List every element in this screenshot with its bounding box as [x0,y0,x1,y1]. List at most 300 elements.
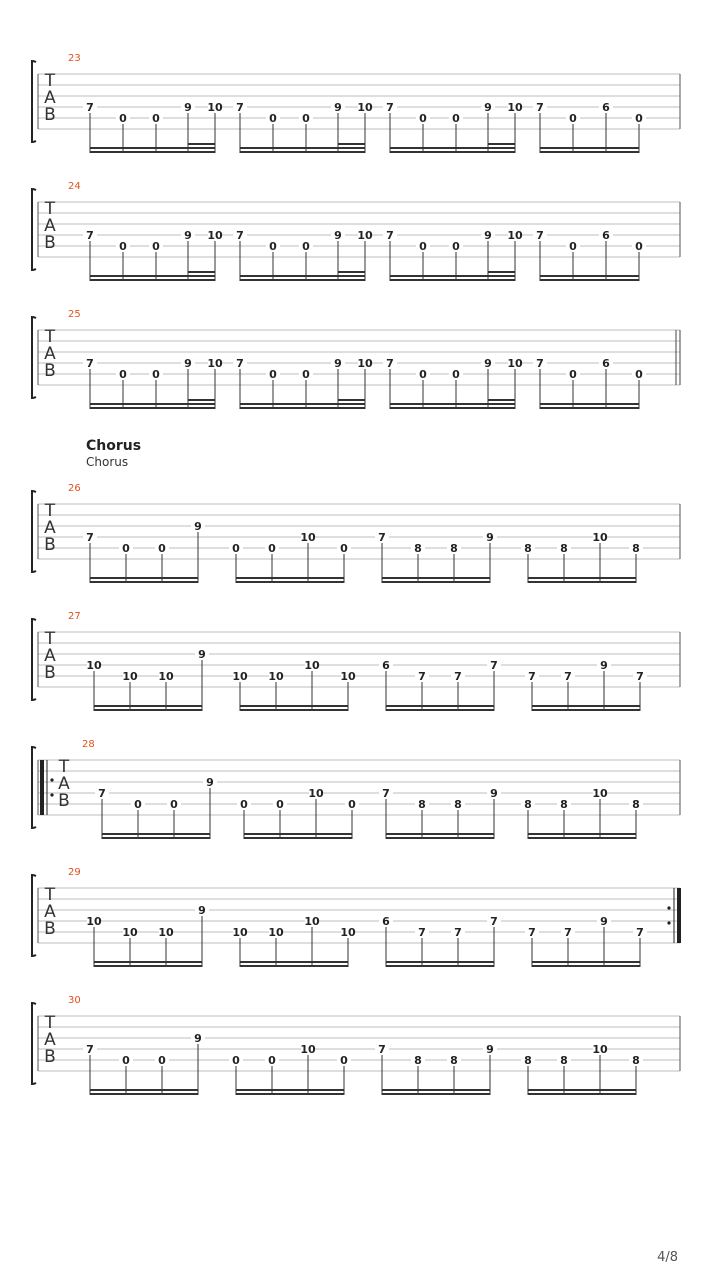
tab-clef [44,885,56,939]
system-bracket [32,875,36,956]
fret-number: 9 [194,1032,202,1045]
tab-system [32,53,680,153]
fret-number: 0 [232,1054,240,1067]
fret-number: 0 [419,240,427,253]
fret-number: 7 [378,1043,386,1056]
fret-number: 8 [560,1054,568,1067]
fret-number: 7 [564,670,572,683]
fret-number: 10 [592,787,608,800]
system-bracket [32,491,36,572]
tab-clef-letter: B [44,233,56,253]
beam-primary [382,581,490,583]
fret-number: 8 [450,542,458,555]
fret-number: 0 [269,240,277,253]
fret-number: 10 [300,531,316,544]
beam-tertiary [488,271,515,273]
beam-secondary [90,403,215,405]
fret-number: 10 [268,926,284,939]
fret-number: 7 [536,357,544,370]
beam-secondary [532,705,640,707]
tab-measure [533,100,646,153]
beam-primary [244,837,352,839]
fret-number: 10 [232,926,248,939]
fret-number: 0 [269,368,277,381]
beam-primary [386,709,494,711]
tab-clef-letter: A [44,88,56,108]
fret-number: 9 [334,101,342,114]
fret-number: 0 [268,1054,276,1067]
beam-primary [90,581,198,583]
tab-clef-letter: T [44,501,56,521]
fret-number: 9 [184,357,192,370]
fret-number: 6 [602,357,610,370]
fret-number: 0 [452,368,460,381]
fret-number: 0 [152,240,160,253]
fret-number: 7 [86,1043,94,1056]
beam-tertiary [338,271,365,273]
beam-secondary [90,147,215,149]
fret-number: 0 [348,798,356,811]
fret-number: 7 [86,531,94,544]
tab-measure [233,228,373,281]
fret-number: 7 [386,357,394,370]
fret-number: 7 [490,915,498,928]
repeat-dot [667,906,670,909]
fret-number: 9 [484,357,492,370]
beam-primary [240,407,365,409]
system-bracket [32,1003,36,1084]
fret-number: 8 [632,542,640,555]
fret-number: 8 [524,542,532,555]
fret-number: 7 [528,670,536,683]
fret-number: 7 [536,101,544,114]
system-bracket [32,189,36,270]
fret-number: 10 [357,229,373,242]
fret-number: 7 [528,926,536,939]
fret-number: 0 [635,112,643,125]
fret-number: 0 [340,542,348,555]
beam-secondary [90,275,215,277]
tab-measure [83,519,205,583]
tab-clef-letter: A [44,902,56,922]
bar-number: 30 [68,995,81,1006]
tab-measure [375,1042,497,1095]
beam-secondary [390,147,515,149]
fret-number: 0 [276,798,284,811]
repeat-start-thick-bar [40,760,44,815]
tab-measure [379,914,501,967]
beam-secondary [386,705,494,707]
tab-measure [525,658,647,711]
tab-measure [521,786,643,839]
fret-number: 0 [119,240,127,253]
beam-primary [90,279,215,281]
fret-number: 0 [569,112,577,125]
fret-number: 7 [98,787,106,800]
section-subtitle: Chorus [86,455,129,469]
beam-primary [532,965,640,967]
fret-number: 7 [86,357,94,370]
fret-number: 8 [560,798,568,811]
tab-clef-letter: T [44,1013,56,1033]
tab-clef [44,1013,56,1067]
beam-secondary [90,1089,198,1091]
bar-number: 25 [68,309,81,320]
fret-number: 0 [340,1054,348,1067]
tab-clef-letter: T [44,71,56,91]
tab-measure [83,1031,205,1095]
fret-number: 0 [635,240,643,253]
beam-primary [386,965,494,967]
tab-system [32,611,680,711]
beam-primary [240,151,365,153]
tab-clef-letter: B [44,663,56,683]
fret-number: 8 [450,1054,458,1067]
beam-secondary [390,275,515,277]
bar-number: 23 [68,53,81,64]
beam-primary [540,151,639,153]
fret-number: 10 [304,659,320,672]
tab-clef [44,199,56,253]
tab-measure [379,786,501,839]
fret-number: 0 [302,112,310,125]
tab-measure [229,1042,351,1095]
tab-clef [44,327,56,381]
beam-secondary [528,833,636,835]
tab-measure [86,903,209,967]
fret-number: 0 [419,112,427,125]
fret-number: 7 [86,229,94,242]
fret-number: 8 [632,798,640,811]
fret-number: 9 [198,904,206,917]
fret-number: 7 [490,659,498,672]
tab-clef-letter: T [44,629,56,649]
tab-system [32,867,681,967]
beam-primary [236,581,344,583]
fret-number: 10 [507,229,523,242]
tab-measure [383,100,523,153]
repeat-dot [50,793,53,796]
beam-secondary [540,275,639,277]
fret-number: 10 [592,531,608,544]
repeat-end-thick-bar [677,888,681,943]
tab-clef [58,757,70,811]
tab-clef-letter: B [44,105,56,125]
beam-secondary [240,961,348,963]
fret-number: 8 [632,1054,640,1067]
fret-number: 10 [357,101,373,114]
fret-number: 7 [418,926,426,939]
fret-number: 8 [524,1054,532,1067]
fret-number: 0 [119,112,127,125]
fret-number: 0 [635,368,643,381]
fret-number: 8 [418,798,426,811]
beam-primary [528,581,636,583]
beam-tertiary [338,143,365,145]
system-bracket [32,747,36,828]
beam-primary [382,1093,490,1095]
beam-primary [240,965,348,967]
fret-number: 8 [414,542,422,555]
fret-number: 0 [268,542,276,555]
bar-number: 29 [68,867,81,878]
fret-number: 7 [236,101,244,114]
fret-number: 9 [486,531,494,544]
fret-number: 7 [536,229,544,242]
tab-measure [521,530,643,583]
fret-number: 6 [602,101,610,114]
fret-number: 10 [308,787,324,800]
fret-number: 10 [207,229,223,242]
beam-secondary [528,1089,636,1091]
beam-primary [532,709,640,711]
beam-primary [90,151,215,153]
tab-system [32,309,680,409]
fret-number: 9 [184,229,192,242]
tab-clef-letter: A [44,344,56,364]
fret-number: 9 [206,776,214,789]
beam-secondary [532,961,640,963]
bar-number: 27 [68,611,81,622]
fret-number: 0 [158,542,166,555]
section-title: Chorus [86,438,142,454]
tab-clef-letter: A [44,518,56,538]
beam-primary [102,837,210,839]
beam-tertiary [338,399,365,401]
fret-number: 0 [419,368,427,381]
fret-number: 9 [490,787,498,800]
tab-clef [44,71,56,125]
beam-tertiary [488,399,515,401]
fret-number: 8 [414,1054,422,1067]
fret-number: 0 [232,542,240,555]
fret-number: 7 [386,229,394,242]
tab-measure [237,786,359,839]
tab-measure [533,228,646,281]
fret-number: 6 [382,915,390,928]
beam-secondary [244,833,352,835]
tab-clef [44,629,56,683]
beam-primary [390,151,515,153]
beam-primary [240,709,348,711]
beam-primary [528,837,636,839]
fret-number: 10 [340,926,356,939]
system-bracket [32,619,36,700]
fret-number: 10 [592,1043,608,1056]
fret-number: 7 [86,101,94,114]
fret-number: 10 [232,670,248,683]
fret-number: 7 [386,101,394,114]
beam-secondary [390,403,515,405]
tab-measure [95,775,217,839]
fret-number: 9 [184,101,192,114]
fret-number: 8 [524,798,532,811]
repeat-dot [667,921,670,924]
tab-measure [86,647,209,711]
tab-system [32,739,680,839]
tab-measure [383,356,523,409]
beam-primary [90,1093,198,1095]
beam-primary [528,1093,636,1095]
fret-number: 8 [454,798,462,811]
fret-number: 9 [334,229,342,242]
fret-number: 6 [382,659,390,672]
beam-secondary [540,403,639,405]
beam-primary [386,837,494,839]
fret-number: 10 [158,670,174,683]
tab-measure [233,100,373,153]
fret-number: 0 [152,368,160,381]
beam-secondary [540,147,639,149]
beam-primary [390,279,515,281]
tab-system [32,995,680,1095]
beam-secondary [240,705,348,707]
tab-clef-letter: B [44,361,56,381]
beam-primary [540,279,639,281]
fret-number: 7 [236,229,244,242]
fret-number: 10 [268,670,284,683]
tab-measure [232,658,356,711]
fret-number: 0 [452,240,460,253]
bar-number: 28 [82,739,95,750]
beam-tertiary [488,143,515,145]
fret-number: 10 [507,357,523,370]
tab-measure [383,228,523,281]
fret-number: 10 [122,670,138,683]
beam-secondary [102,833,210,835]
fret-number: 9 [334,357,342,370]
tab-measure [229,530,351,583]
fret-number: 10 [122,926,138,939]
beam-primary [94,709,202,711]
tab-measure [232,914,356,967]
beam-primary [540,407,639,409]
fret-number: 0 [170,798,178,811]
tab-clef-letter: A [44,646,56,666]
page-number: 4/8 [657,1250,678,1265]
beam-secondary [240,147,365,149]
beam-secondary [94,705,202,707]
tab-clef-letter: A [44,216,56,236]
tab-system [32,483,680,583]
fret-number: 10 [207,101,223,114]
beam-primary [240,279,365,281]
beam-primary [90,407,215,409]
system-bracket [32,61,36,142]
tab-measure [521,1042,643,1095]
tab-measure [233,356,373,409]
fret-number: 9 [194,520,202,533]
fret-number: 7 [382,787,390,800]
fret-number: 10 [300,1043,316,1056]
fret-number: 7 [636,926,644,939]
tab-clef-letter: T [44,199,56,219]
fret-number: 0 [119,368,127,381]
fret-number: 9 [484,229,492,242]
system-bracket [32,317,36,398]
beam-secondary [240,403,365,405]
tab-measure [379,658,501,711]
fret-number: 10 [86,915,102,928]
fret-number: 10 [340,670,356,683]
beam-secondary [94,961,202,963]
tab-system [32,181,680,281]
fret-number: 10 [304,915,320,928]
fret-number: 0 [302,240,310,253]
tab-clef-letter: A [44,1030,56,1050]
fret-number: 0 [122,542,130,555]
fret-number: 0 [240,798,248,811]
fret-number: 10 [158,926,174,939]
fret-number: 7 [378,531,386,544]
beam-primary [94,965,202,967]
fret-number: 9 [198,648,206,661]
bar-number: 26 [68,483,81,494]
fret-number: 10 [86,659,102,672]
beam-secondary [382,577,490,579]
fret-number: 6 [602,229,610,242]
tab-measure [375,530,497,583]
fret-number: 0 [269,112,277,125]
beam-secondary [386,833,494,835]
tab-measure [83,100,223,153]
fret-number: 10 [357,357,373,370]
beam-tertiary [188,143,215,145]
fret-number: 0 [152,112,160,125]
tab-clef-letter: B [44,1047,56,1067]
tab-clef-letter: B [44,535,56,555]
beam-secondary [236,1089,344,1091]
beam-secondary [90,577,198,579]
tab-clef-letter: T [58,757,70,777]
fret-number: 0 [134,798,142,811]
beam-secondary [386,961,494,963]
tab-measure [83,356,223,409]
tab-clef-letter: T [44,327,56,347]
bar-number: 24 [68,181,81,192]
fret-number: 7 [418,670,426,683]
fret-number: 0 [122,1054,130,1067]
tab-clef-letter: T [44,885,56,905]
fret-number: 7 [236,357,244,370]
fret-number: 0 [158,1054,166,1067]
fret-number: 9 [600,659,608,672]
fret-number: 10 [507,101,523,114]
tab-clef-letter: A [58,774,70,794]
fret-number: 9 [486,1043,494,1056]
beam-secondary [528,577,636,579]
fret-number: 9 [600,915,608,928]
fret-number: 0 [302,368,310,381]
fret-number: 8 [560,542,568,555]
fret-number: 0 [452,112,460,125]
fret-number: 7 [564,926,572,939]
fret-number: 9 [484,101,492,114]
beam-primary [236,1093,344,1095]
beam-secondary [236,577,344,579]
beam-secondary [240,275,365,277]
fret-number: 7 [454,670,462,683]
fret-number: 0 [569,368,577,381]
fret-number: 7 [454,926,462,939]
tab-clef-letter: B [58,791,70,811]
tab-clef [44,501,56,555]
beam-primary [390,407,515,409]
beam-secondary [382,1089,490,1091]
beam-tertiary [188,399,215,401]
fret-number: 7 [636,670,644,683]
beam-tertiary [188,271,215,273]
